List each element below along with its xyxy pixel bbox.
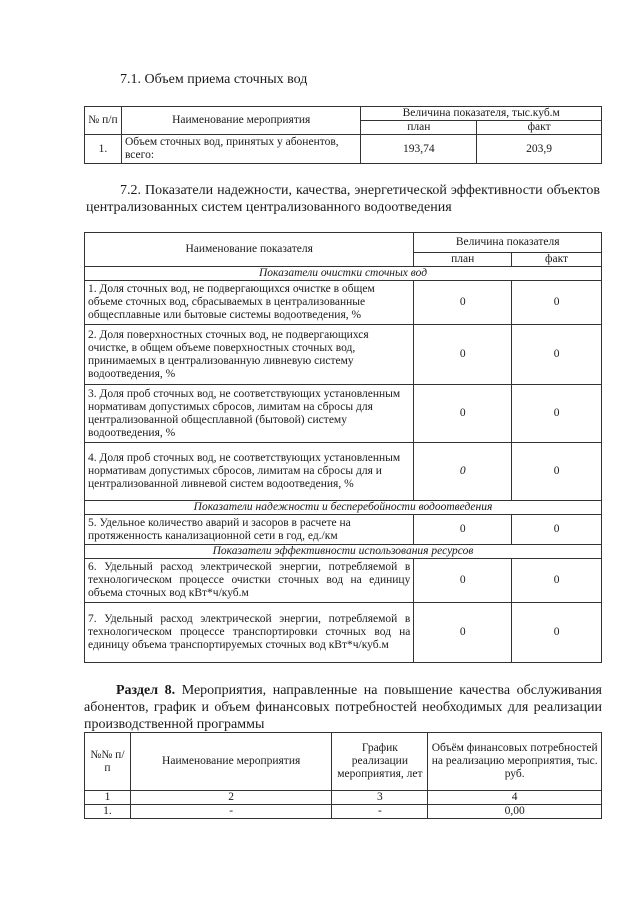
- table-row: [85, 603, 602, 663]
- cell-fact: 0: [512, 325, 602, 385]
- col-header-fact: факт: [477, 121, 602, 135]
- cell-plan: 193,74: [361, 135, 477, 164]
- table-row: [85, 385, 602, 443]
- table-row: [85, 281, 602, 325]
- table-row: [85, 559, 602, 603]
- cell-name: 1. Доля сточных вод, не подвергающихся очистке в общем объеме сточных вод, сбрасываемых в централизованные общесплавные или бытовые системы водоотведения, %: [85, 281, 414, 325]
- section-7-2-title: 7.2. Показатели надежности, качества, энергетической эффективности объектов централизованных систем централизованного водоотведения: [86, 183, 600, 215]
- group-header-cleaning: Показатели очистки сточных вод: [85, 267, 602, 281]
- cell-plan: 0: [414, 603, 512, 663]
- col-number: 4: [428, 791, 602, 805]
- cell-fact: 0: [512, 603, 602, 663]
- table-row: [85, 805, 602, 819]
- col-header-no: № п/п: [85, 107, 122, 135]
- table-row: [85, 325, 602, 385]
- col-header-schedule: График реализации мероприятия, лет: [332, 733, 428, 791]
- table-7-2: [84, 232, 602, 663]
- cell-plan: 0: [414, 443, 512, 501]
- table-7-1: [84, 106, 602, 164]
- group-header-efficiency: Показатели эффективности использования ресурсов: [85, 545, 602, 559]
- group-header-reliability: Показатели надежности и бесперебойности водоотведения: [85, 501, 602, 515]
- table-8: [84, 732, 602, 819]
- col-header-volume: Объём финансовых потребностей на реализацию мероприятия, тыс. руб.: [428, 733, 602, 791]
- col-header-name: Наименование мероприятия: [121, 107, 361, 135]
- cell-name: 4. Доля проб сточных вод, не соответствующих установленным нормативам допустимых сбросов, лимитам на сбросы для и централизованной ливневой систем водоотведения, %: [85, 443, 414, 501]
- cell-schedule: -: [332, 805, 428, 819]
- cell-name: 7. Удельный расход электрической энергии, потребляемой в технологическом процессе транспортировки сточных вод на единицу объема транспортируемых сточных вод кВт*ч/куб.м: [85, 603, 414, 663]
- cell-fact: 203,9: [477, 135, 602, 164]
- cell-fact: 0: [512, 515, 602, 545]
- cell-name: -: [130, 805, 332, 819]
- cell-no: 1.: [85, 135, 122, 164]
- col-header-plan: план: [414, 253, 512, 267]
- col-number: 1: [85, 791, 131, 805]
- column-number-row: [85, 791, 602, 805]
- col-header-name: Наименование мероприятия: [130, 733, 332, 791]
- cell-name: 6. Удельный расход электрической энергии, потребляемой в технологическом процессе очистки сточных вод на единицу объема сточных вод кВт*ч/куб.м: [85, 559, 414, 603]
- cell-plan: 0: [414, 325, 512, 385]
- col-header-value: Величина показателя: [414, 233, 602, 253]
- cell-name: 5. Удельное количество аварий и засоров в расчете на протяженность канализационной сети в год, ед./км: [85, 515, 414, 545]
- cell-name: 2. Доля поверхностных сточных вод, не подвергающихся очистке, в общем объеме поверхностных сточных вод, принимаемых в централизованную ливневую систему водоотведения, %: [85, 325, 414, 385]
- section-8-title: [84, 682, 602, 733]
- cell-plan: 0: [414, 559, 512, 603]
- cell-plan: 0: [414, 385, 512, 443]
- cell-no: 1.: [85, 805, 131, 819]
- col-header-name: Наименование показателя: [85, 233, 414, 267]
- table-row: [85, 443, 602, 501]
- cell-fact: 0: [512, 281, 602, 325]
- cell-name: Объем сточных вод, принятых у абонентов, всего:: [121, 135, 361, 164]
- col-header-value: Величина показателя, тыс.куб.м: [361, 107, 602, 121]
- cell-plan: 0: [414, 281, 512, 325]
- section-7-1-title: 7.1. Объем приема сточных вод: [120, 72, 308, 87]
- table-row: [85, 135, 602, 164]
- cell-fact: 0: [512, 559, 602, 603]
- cell-fact: 0: [512, 443, 602, 501]
- table-row: [85, 515, 602, 545]
- cell-volume: 0,00: [428, 805, 602, 819]
- col-header-no: №№ п/п: [85, 733, 131, 791]
- cell-plan: 0: [414, 515, 512, 545]
- cell-name: 3. Доля проб сточных вод, не соответствующих установленным нормативам допустимых сбросов, лимитам на сбросы для централизованной общесплавной (бытовой) систему водоотведения, %: [85, 385, 414, 443]
- col-header-fact: факт: [512, 253, 602, 267]
- col-header-plan: план: [361, 121, 477, 135]
- col-number: 2: [130, 791, 332, 805]
- section-8-label: Раздел 8.: [116, 683, 176, 698]
- col-number: 3: [332, 791, 428, 805]
- cell-fact: 0: [512, 385, 602, 443]
- section-8-text: Мероприятия, направленные на повышение качества обслуживания абонентов, график и объем финансовых потребностей необходимых для реализации производственной программы: [84, 683, 602, 732]
